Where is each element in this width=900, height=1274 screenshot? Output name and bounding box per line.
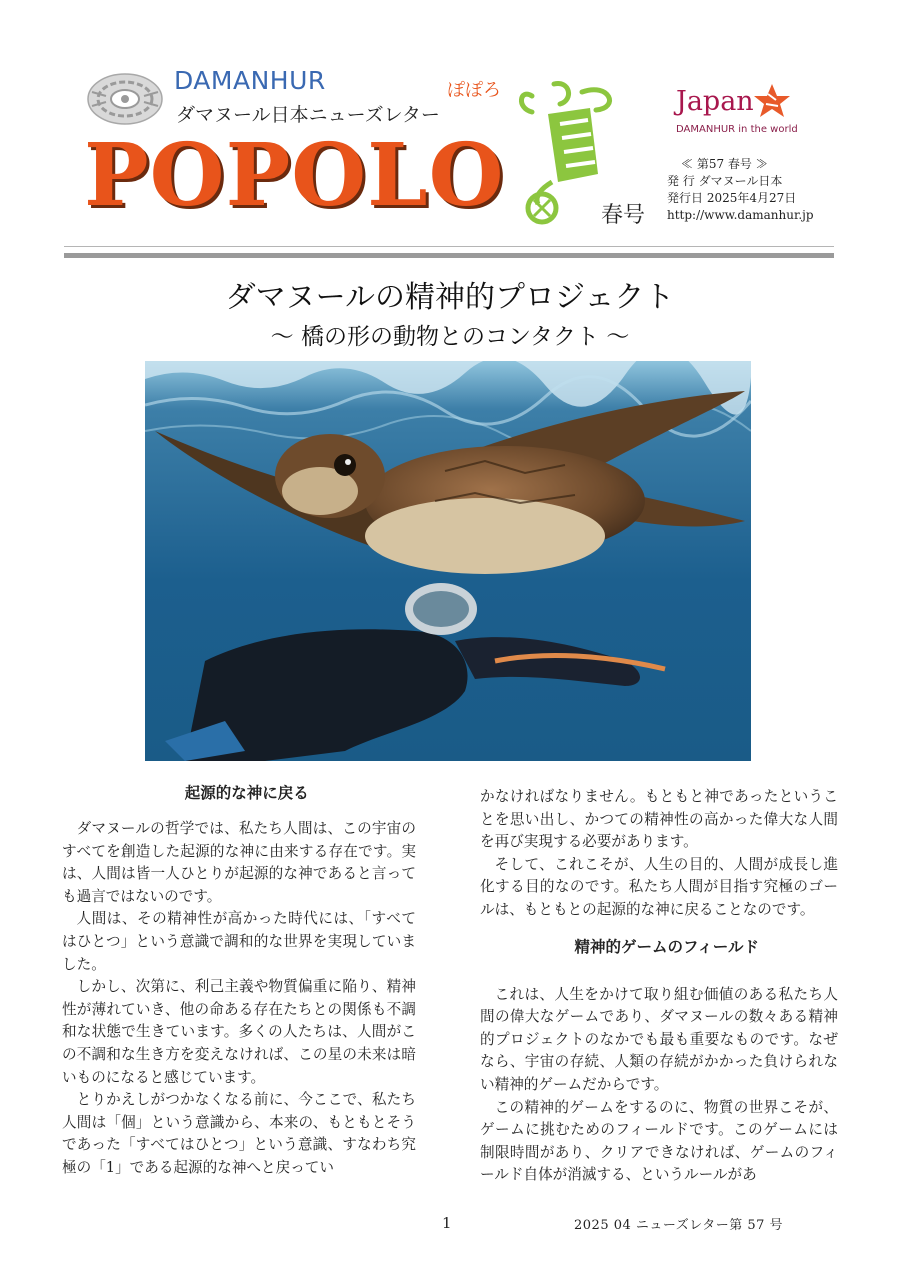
paragraph: ダマヌールの哲学では、私たち人間は、この宇宙のすべてを創造した起源的な神に由来する存在です。実は、人間は皆一人ひとりが起源的な神であると言っても過言ではないのです。 xyxy=(62,820,416,905)
article-subtitle: ～ 橋の形の動物とのコンタクト ～ xyxy=(270,324,630,350)
paragraph: とりかえしがつかなくなる前に、今ここで、私たち人間は「個」という意識から、本来の、もともとそうであった「すべてはひとつ」という意識、すなわち究極の「1」である起源的な神へと戻ってい xyxy=(62,1091,416,1176)
article-column-left xyxy=(62,780,416,1180)
section-heading: 起源的な神に戻る xyxy=(184,783,309,802)
damanhur-emblem-icon xyxy=(86,72,164,126)
issue-info xyxy=(667,156,814,224)
paragraph: この精神的ゲームをするのに、物質の世界こそが、ゲームに挑むためのフィールドです。このゲームには制限時間があり、クリアできなければ、ゲームのフィールド自体が消滅する、というルールがあ xyxy=(480,1098,838,1184)
header-rule-thick xyxy=(64,253,834,258)
brand-name: DAMANHUR xyxy=(174,66,326,95)
brand-subtitle: ダマヌール日本ニューズレター xyxy=(176,104,440,126)
paragraph: これは、人生をかけて取り組む価値のある私たち人間の偉大なゲームであり、ダマヌールの数々ある精神的プロジェクトのなかでも最も重要なものです。なぜなら、宇宙の存続、人類の存続がかかった負けられない精神的ゲームだからです。 xyxy=(480,985,838,1093)
issue-season: 春号 xyxy=(601,203,646,228)
title-kana: ぽぽろ xyxy=(447,80,501,101)
issue-number: ≪ 第57 春号 ≫ xyxy=(681,157,768,171)
article-title: ダマヌールの精神的プロジェクト xyxy=(225,280,675,315)
issue-url: http://www.damanhur.jp xyxy=(667,208,814,222)
partner-logo-text: Japan xyxy=(676,86,754,117)
paragraph: しかし、次第に、利己主義や物質偏重に陥り、精神性が薄れていき、他の命ある存在たちとの関係も不調和な状態で生きています。多くの人たちは、人間がこの不調和な生き方を変えなければ、この星の未来は暗いものになると感じています。 xyxy=(62,978,416,1086)
page-number: 1 xyxy=(442,1214,452,1232)
paragraph: 人間は、その精神性が高かった時代には、「すべてはひとつ」という意識で調和的な世界を実現していました。 xyxy=(62,910,416,973)
article-column-right xyxy=(480,786,838,1187)
article-photo xyxy=(145,361,751,761)
paragraph-continuation: かなければなりません。もともと神であったということを思い出し、かつての精神性の高かった偉大な人間を再び実現する必要があります。 xyxy=(480,788,838,851)
footer-info: 2025 04 ニューズレター第 57 号 xyxy=(574,1218,784,1233)
issue-date: 発行日 2025年4月27日 xyxy=(667,191,797,205)
issue-publisher: 発 行 ダマヌール日本 xyxy=(667,174,783,188)
paragraph: そして、これこそが、人生の目的、人間が成長し進化する目的なのです。私たち人間が目指す究極のゴールは、もともとの起源的な神に戻ることなのです。 xyxy=(480,855,838,918)
newsletter-title: POPOLO xyxy=(84,125,505,226)
header-rule-thin xyxy=(64,246,834,247)
partner-logo-subtext: DAMANHUR in the world xyxy=(676,124,798,135)
section-heading: 精神的ゲームのフィールド xyxy=(574,936,759,956)
